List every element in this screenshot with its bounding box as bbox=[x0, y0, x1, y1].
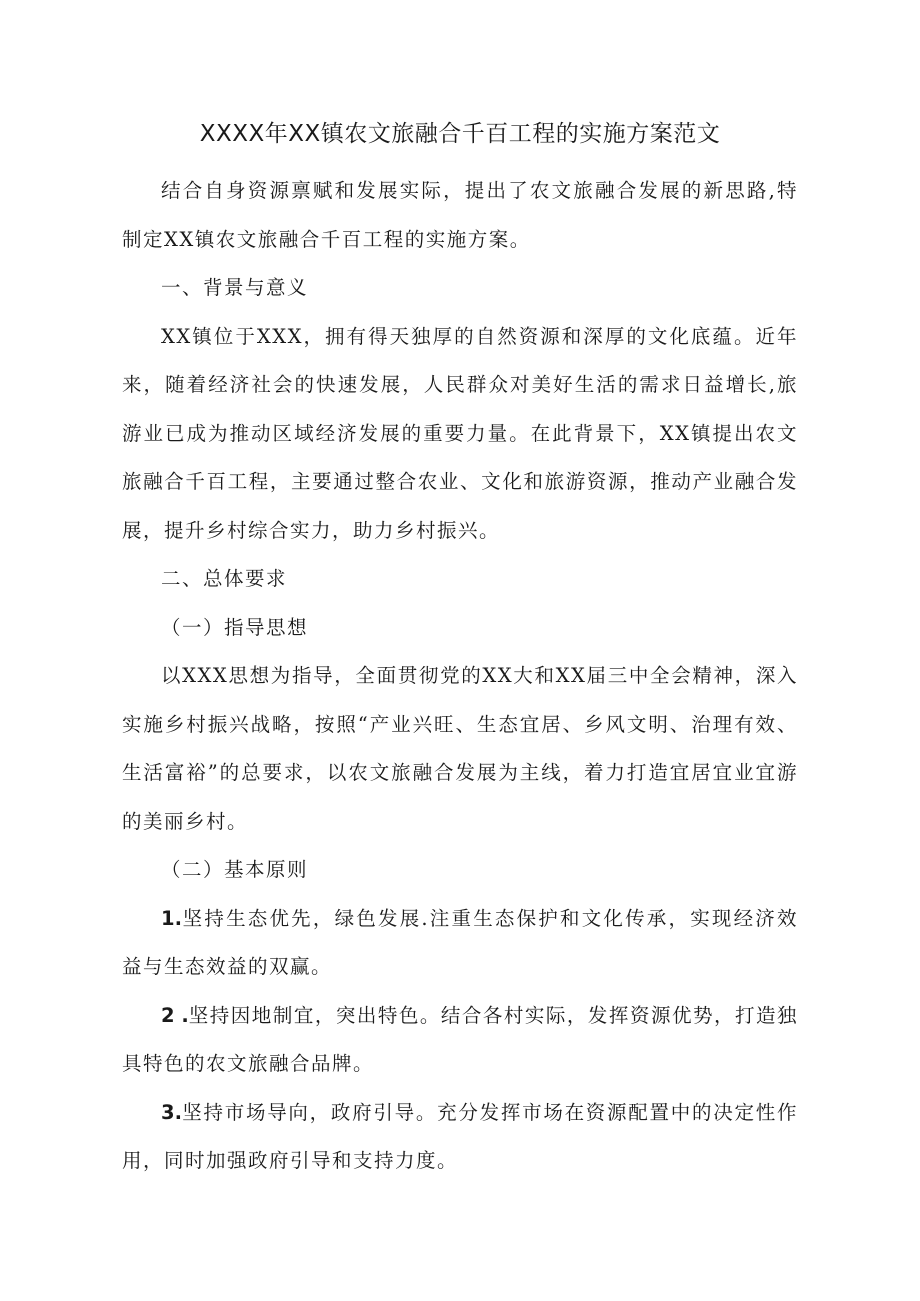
principle-text: 坚持因地制宜，突出特色。结合各村实际，发挥资源优势，打造独具特色的农文旅融合品牌。 bbox=[122, 1003, 798, 1075]
intro-paragraph: 结合自身资源禀赋和发展实际，提出了农文旅融合发展的新思路,特制定XX镇农文旅融合千百工程的实施方案。 bbox=[122, 179, 798, 251]
subsection-1-heading: （一）指导思想 bbox=[161, 615, 309, 639]
principle-item bbox=[122, 992, 798, 1089]
principle-text: 坚持生态优先，绿色发展.注重生态保护和文化传承，实现经济效益与生态效益的双赢。 bbox=[122, 906, 798, 978]
principle-item bbox=[122, 1089, 798, 1186]
principle-item bbox=[122, 895, 798, 992]
subsection-2-heading: （二）基本原则 bbox=[161, 858, 309, 881]
document-body bbox=[122, 167, 798, 1186]
principle-number: 1. bbox=[161, 906, 182, 930]
document-title: XXXX年XX镇农文旅融合千百工程的实施方案范文 bbox=[199, 121, 721, 147]
principle-text: 坚持市场导向，政府引导。充分发挥市场在资源配置中的决定性作用，同时加强政府引导和支持力度。 bbox=[122, 1100, 798, 1172]
section-2-heading: 二、总体要求 bbox=[161, 567, 288, 590]
section-1-heading: 一、背景与意义 bbox=[161, 276, 309, 299]
principle-number: 2 . bbox=[161, 1003, 189, 1027]
section-1-paragraph: XX镇位于XXX，拥有得天独厚的自然资源和深厚的文化底蕴。近年来，随着经济社会的快速发展，人民群众对美好生活的需求日益增长,旅游业已成为推动区域经济发展的重要力量。在此背景下，XX镇提出农文旅融合千百工程，主要通过整合农业、文化和旅游资源，推动产业融合发展，提升乡村综合实力，助力乡村振兴。 bbox=[122, 324, 798, 542]
subsection-1-paragraph: 以XXX思想为指导，全面贯彻党的XX大和XX届三中全会精神，深入实施乡村振兴战略，按照“产业兴旺、生态宜居、乡风文明、治理有效、生活富裕”的总要求，以农文旅融合发展为主线，着力打造宜居宜业宜游的美丽乡村。 bbox=[122, 664, 798, 833]
principle-number: 3. bbox=[161, 1100, 182, 1124]
